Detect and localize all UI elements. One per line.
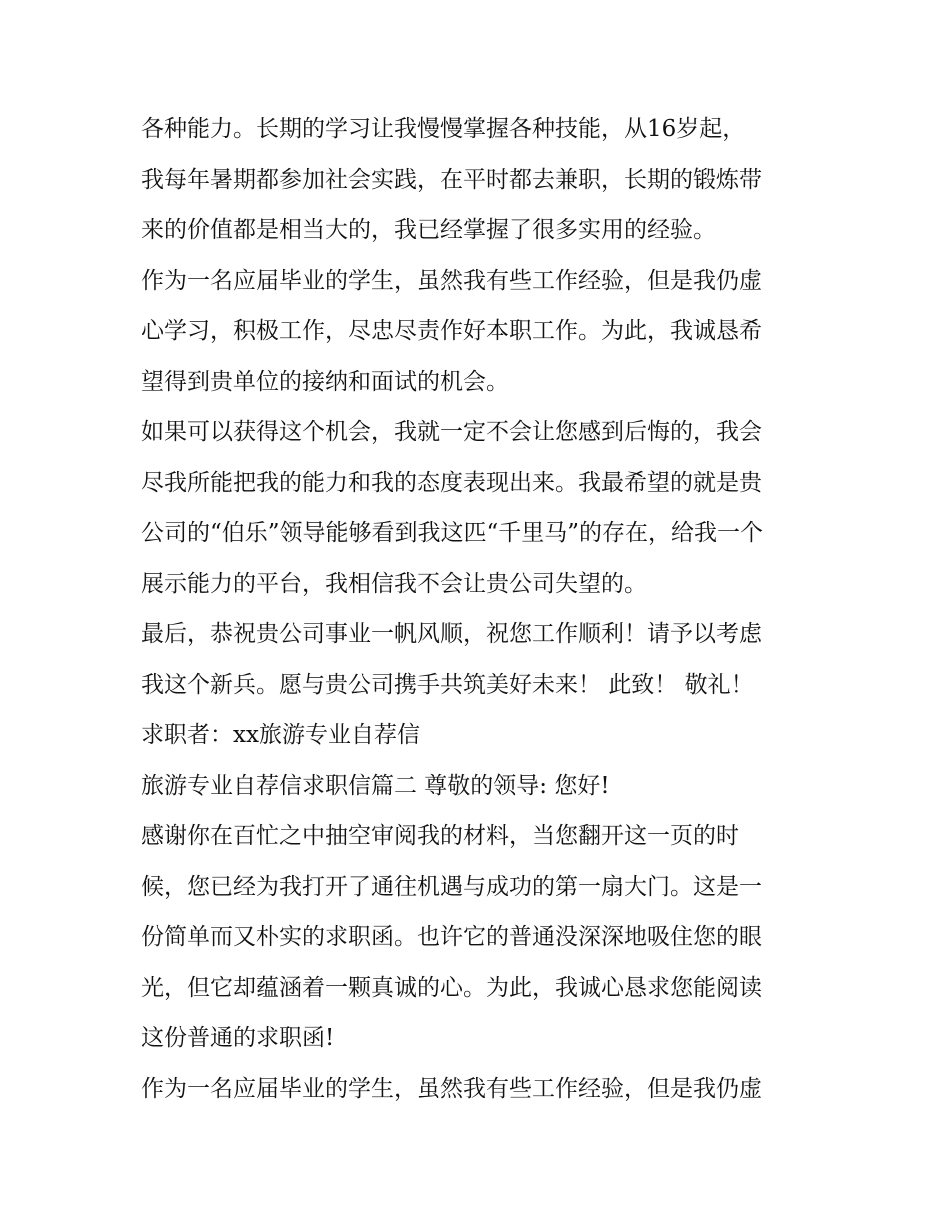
text-line: 候，您已经为我打开了通往机遇与成功的第一扇大门。这是一 [141, 873, 762, 900]
text-line: 我每年暑期都参加社会实践，在平时都去兼职，长期的锻炼带 [141, 166, 762, 193]
signature-line: 求职者：xx旅游专业自荐信 [141, 722, 420, 748]
text-line: 公司的“伯乐”领导能够看到我这匹“千里马”的存在，给我一个 [141, 520, 764, 546]
text-line: 各种能力。长期的学习让我慢慢掌握各种技能，从16岁起， [141, 116, 746, 142]
text-line: 尽我所能把我的能力和我的态度表现出来。我最希望的就是贵 [141, 469, 762, 496]
text-line: 来的价值都是相当大的，我已经掌握了很多实用的经验。 [141, 217, 716, 243]
section-heading-line: 旅游专业自荐信求职信篇二 尊敬的领导: 您好! [141, 772, 610, 799]
text-line: 光，但它却蕴涵着一颗真诚的心。为此，我诚心恳求您能阅读 [141, 974, 762, 1001]
document-body [141, 104, 821, 1114]
text-line: 感谢你在百忙之中抽空审阅我的材料，当您翻开这一页的时 [141, 823, 739, 849]
text-line: 作为一名应届毕业的学生，虽然我有些工作经验，但是我仍虚 [141, 267, 762, 294]
text-line: 最后，恭祝贵公司事业一帆风顺，祝您工作顺利！请予以考虑 [141, 621, 762, 647]
text-line: 如果可以获得这个机会，我就一定不会让您感到后悔的，我会 [141, 419, 762, 445]
text-line: 这份普通的求职函! [141, 1025, 335, 1051]
text-line: 份简单而又朴实的求职函。也许它的普通没深深地吸住您的眼 [141, 924, 762, 950]
text-line: 望得到贵单位的接纳和面试的机会。 [141, 368, 509, 395]
text-line: 展示能力的平台，我相信我不会让贵公司失望的。 [141, 570, 647, 597]
text-line: 心学习，积极工作，尽忠尽责作好本职工作。为此，我诚恳希 [141, 318, 762, 344]
text-line: 我这个新兵。愿与贵公司携手共筑美好未来！ 此致！ 敬礼！ [141, 671, 754, 698]
text-line: 作为一名应届毕业的学生，虽然我有些工作经验，但是我仍虚 [141, 1075, 762, 1102]
